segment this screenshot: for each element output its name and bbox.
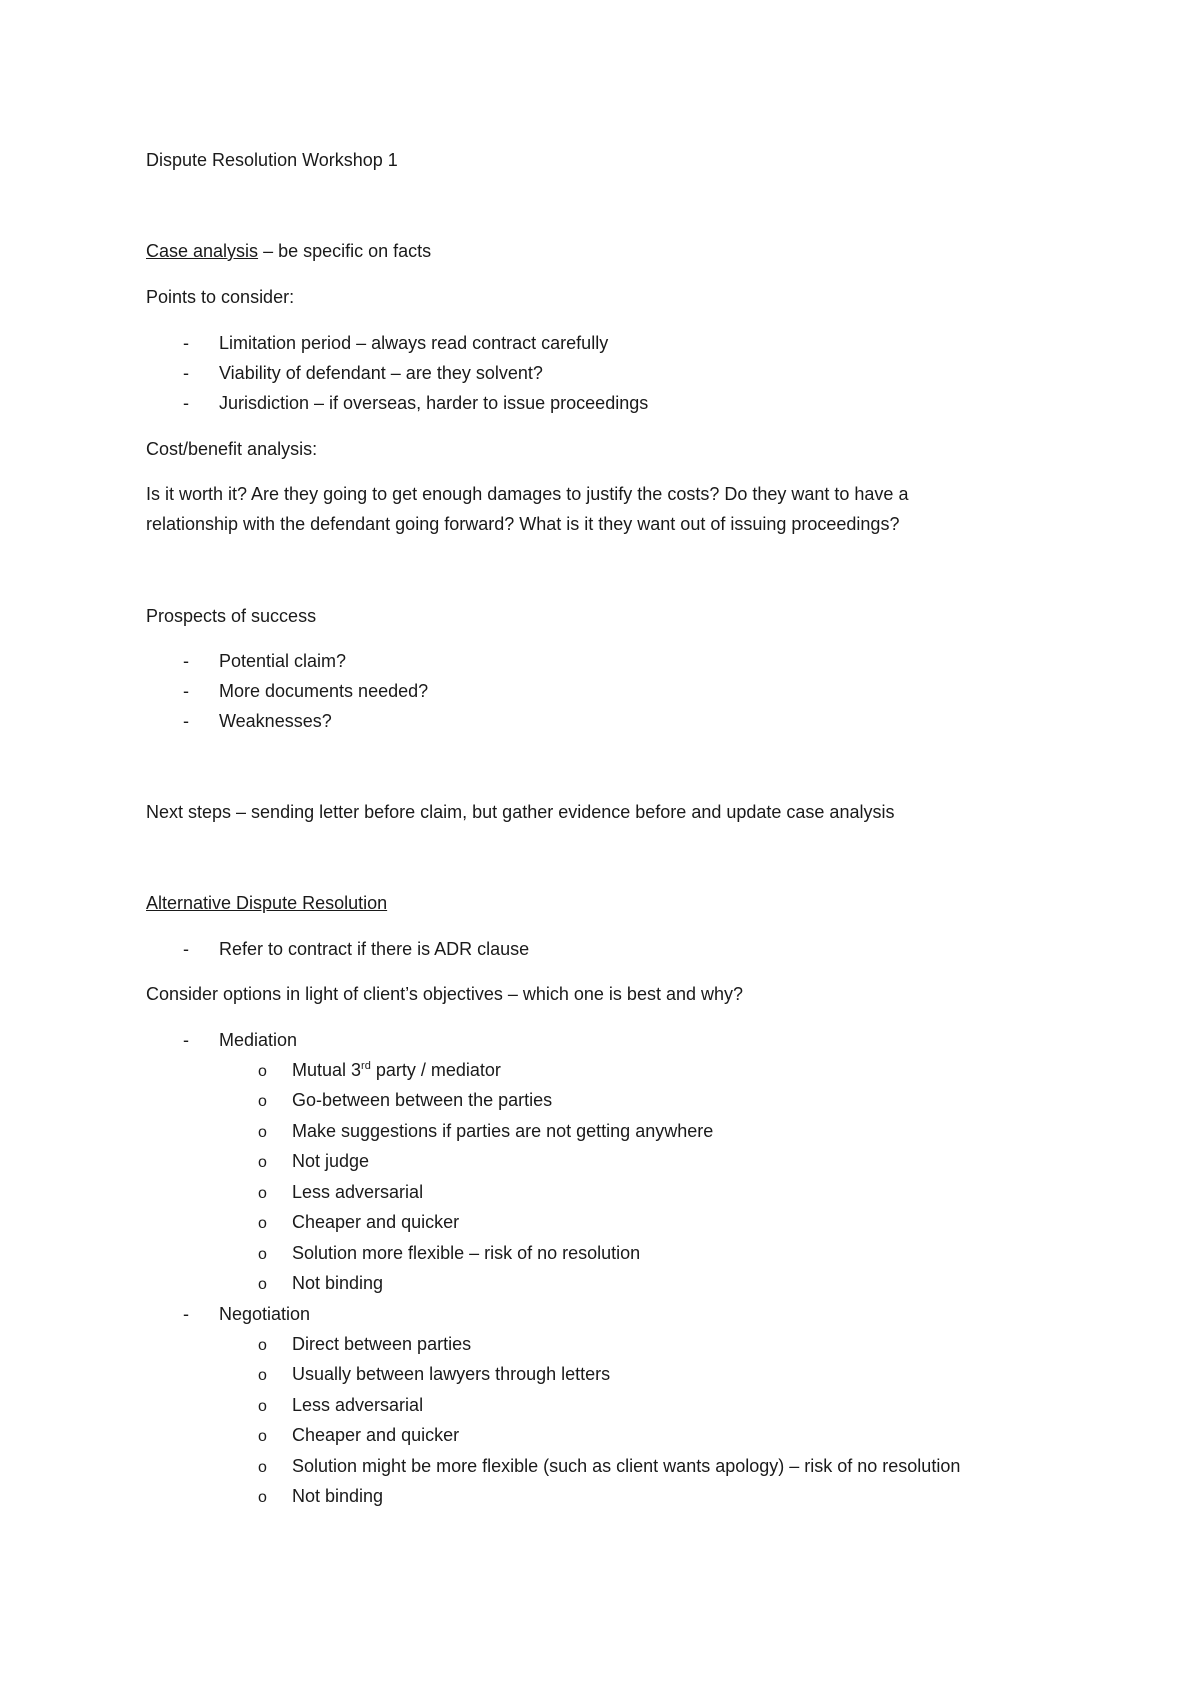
dash-bullet: -	[183, 939, 189, 959]
mediation-item: Solution more flexible – risk of no resolution	[292, 1243, 641, 1263]
dash-bullet: -	[183, 363, 189, 383]
circle-bullet: o	[258, 1459, 267, 1476]
dash-bullet: -	[183, 333, 189, 353]
dash-bullet: -	[183, 651, 189, 671]
case-analysis-heading: Case analysis	[146, 241, 259, 261]
mediation-item: Not binding	[292, 1273, 384, 1293]
circle-bullet: o	[258, 1063, 267, 1080]
dash-bullet: -	[183, 1304, 189, 1324]
mediation-item: Not judge	[292, 1151, 370, 1171]
cost-benefit-paragraph-line: relationship with the defendant going forward? What is it they want out of issuing proceedings?	[146, 514, 900, 534]
adr-refer-item: Refer to contract if there is ADR clause	[219, 939, 530, 959]
negotiation-item: Less adversarial	[292, 1395, 424, 1415]
dash-bullet: -	[183, 681, 189, 701]
prospect-item: More documents needed?	[219, 681, 429, 701]
circle-bullet: o	[258, 1154, 267, 1171]
negotiation-item: Not binding	[292, 1486, 384, 1506]
circle-bullet: o	[258, 1215, 267, 1232]
mediation-item: Go-between between the parties	[292, 1090, 553, 1110]
point-item: Viability of defendant – are they solvent?	[219, 363, 543, 383]
mediation-item: Less adversarial	[292, 1182, 424, 1202]
point-item: Limitation period – always read contract carefully	[219, 333, 609, 353]
dash-bullet: -	[183, 393, 189, 413]
dash-bullet: -	[183, 711, 189, 731]
negotiation-item: Cheaper and quicker	[292, 1425, 460, 1445]
point-item: Jurisdiction – if overseas, harder to issue proceedings	[219, 393, 649, 413]
prospect-item: Weaknesses?	[219, 711, 332, 731]
negotiation-item: Solution might be more flexible (such as client wants apology) – risk of no resolution	[292, 1456, 961, 1476]
case-analysis-note: – be specific on facts	[258, 241, 432, 261]
next-steps-line: Next steps – sending letter before claim, but gather evidence before and update case analysis	[146, 802, 895, 822]
case-analysis-line	[146, 242, 431, 260]
mediation-label: Mediation	[219, 1030, 298, 1050]
mediation-item: Cheaper and quicker	[292, 1212, 460, 1232]
cost-benefit-label: Cost/benefit analysis:	[146, 439, 318, 459]
mediation-item: Make suggestions if parties are not getting anywhere	[292, 1121, 714, 1141]
cost-benefit-paragraph-line: Is it worth it? Are they going to get enough damages to justify the costs? Do they want to have a	[146, 484, 909, 504]
document-title: Dispute Resolution Workshop 1	[146, 150, 398, 170]
negotiation-item: Usually between lawyers through letters	[292, 1364, 611, 1384]
dash-bullet: -	[183, 1030, 189, 1050]
negotiation-label: Negotiation	[219, 1304, 311, 1324]
circle-bullet: o	[258, 1489, 267, 1506]
circle-bullet: o	[258, 1276, 267, 1293]
circle-bullet: o	[258, 1246, 267, 1263]
consider-options-line: Consider options in light of client’s objectives – which one is best and why?	[146, 984, 744, 1004]
circle-bullet: o	[258, 1428, 267, 1445]
negotiation-item: Direct between parties	[292, 1334, 472, 1354]
circle-bullet: o	[258, 1185, 267, 1202]
mediation-item: Mutual 3rd party / mediator	[292, 1060, 501, 1080]
circle-bullet: o	[258, 1093, 267, 1110]
circle-bullet: o	[258, 1398, 267, 1415]
circle-bullet: o	[258, 1124, 267, 1141]
points-label: Points to consider:	[146, 287, 295, 307]
circle-bullet: o	[258, 1367, 267, 1384]
prospect-item: Potential claim?	[219, 651, 347, 671]
prospects-label: Prospects of success	[146, 606, 317, 626]
circle-bullet: o	[258, 1337, 267, 1354]
adr-heading: Alternative Dispute Resolution	[146, 893, 388, 913]
